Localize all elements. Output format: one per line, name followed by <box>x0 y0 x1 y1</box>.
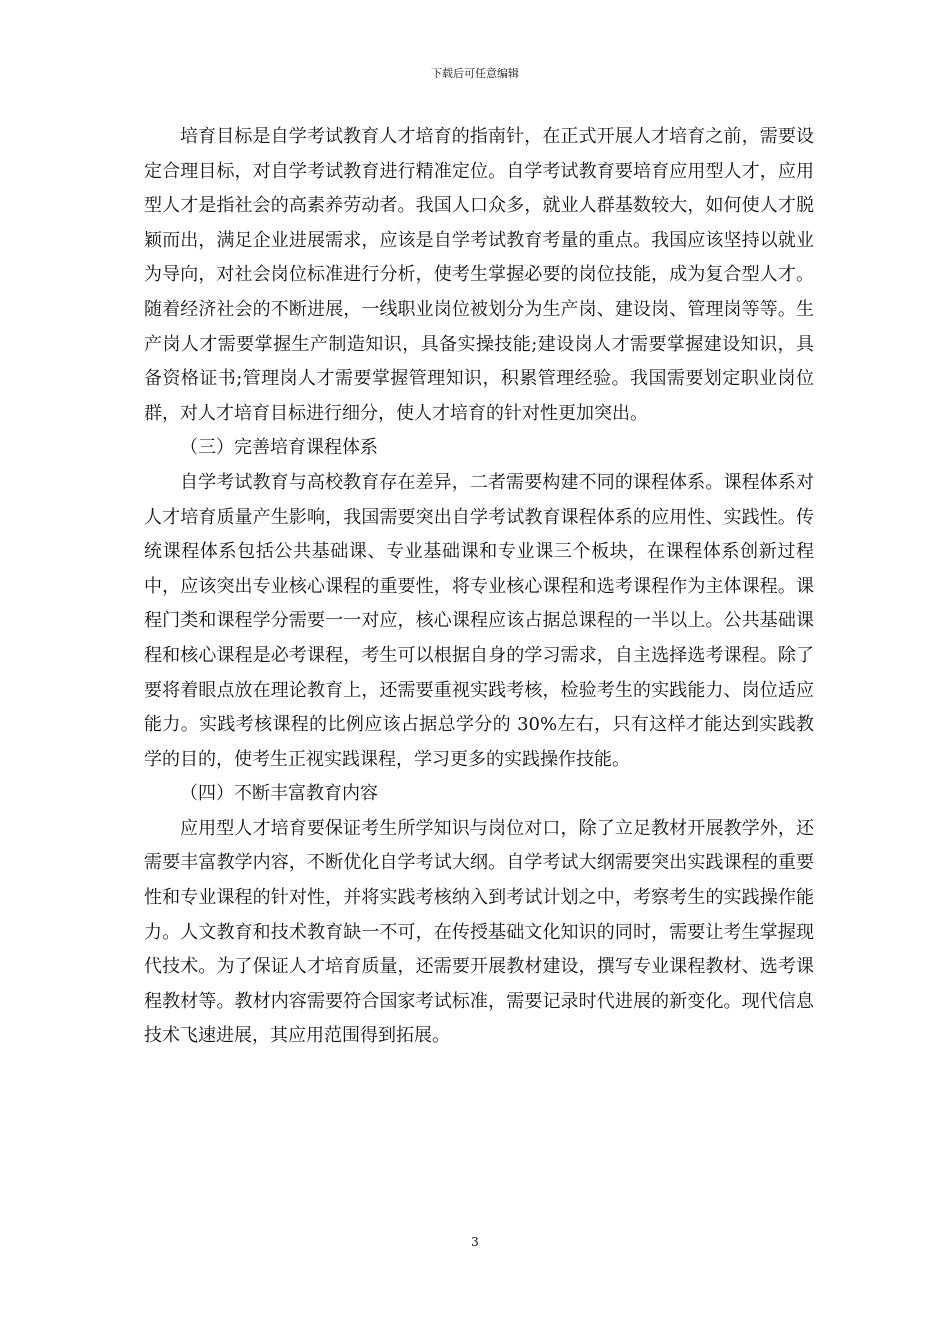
document-body <box>144 120 814 1054</box>
section-heading-curriculum: （三）完善培育课程体系 <box>180 437 378 459</box>
paragraph-curriculum: 自学考试教育与高校教育存在差异，二者需要构建不同的课程体系。课程体系对人才培育质量产生影响，我国需要突出自学考试教育课程体系的应用性、实践性。传统课程体系包括公共基础课、专业基础课和专业课三个板块，在课程体系创新过程中，应该突出专业核心课程的重要性，将专业核心课程和选考课程作为主体课程。课程门类和课程学分需要一一对应，核心课程应该占据总课程的一半以上。公共基础课程和核心课程是必考课程，考生可以根据自身的学习需求，自主选择选考课程。除了要将着眼点放在理论教育上，还需要重视实践考核，检验考生的实践能力、岗位适应能力。实践考核课程的比例应该占据总学分的 30%左右，只有这样才能达到实践教学的目的，使考生正视实践课程，学习更多的实践操作技能。 <box>144 471 814 770</box>
page-number: 3 <box>471 1235 479 1249</box>
page-header: 下载后可任意编辑 <box>431 67 519 80</box>
section-heading-content: （四）不断丰富教育内容 <box>180 783 378 805</box>
paragraph-training-goals: 培育目标是自学考试教育人才培育的指南针，在正式开展人才培育之前，需要设定合理目标，对自学考试教育进行精准定位。自学考试教育要培育应用型人才，应用型人才是指社会的高素养劳动者。我国人口众多，就业人群基数较大，如何使人才脱颖而出，满足企业进展需求，应该是自学考试教育考量的重点。我国应该坚持以就业为导向，对社会岗位标准进行分析，使考生掌握必要的岗位技能，成为复合型人才。随着经济社会的不断进展，一线职业岗位被划分为生产岗、建设岗、管理岗等等。生产岗人才需要掌握生产制造知识，具备实操技能;建设岗人才需要掌握建设知识，具备资格证书;管理岗人才需要掌握管理知识，积累管理经验。我国需要划定职业岗位群，对人才培育目标进行细分，使人才培育的针对性更加突出。 <box>144 126 814 424</box>
paragraph-content: 应用型人才培育要保证考生所学知识与岗位对口，除了立足教材开展教学外，还需要丰富教学内容，不断优化自学考试大纲。自学考试大纲需要突出实践课程的重要性和专业课程的针对性，并将实践考核纳入到考试计划之中，考察考生的实践操作能力。人文教育和技术教育缺一不可，在传授基础文化知识的同时，需要让考生掌握现代技术。为了保证人才培育质量，还需要开展教材建设，撰写专业课程教材、选考课程教材等。教材内容需要符合国家考试标准，需要记录时代进展的新变化。现代信息技术飞速进展，其应用范围得到拓展。 <box>144 817 814 1047</box>
